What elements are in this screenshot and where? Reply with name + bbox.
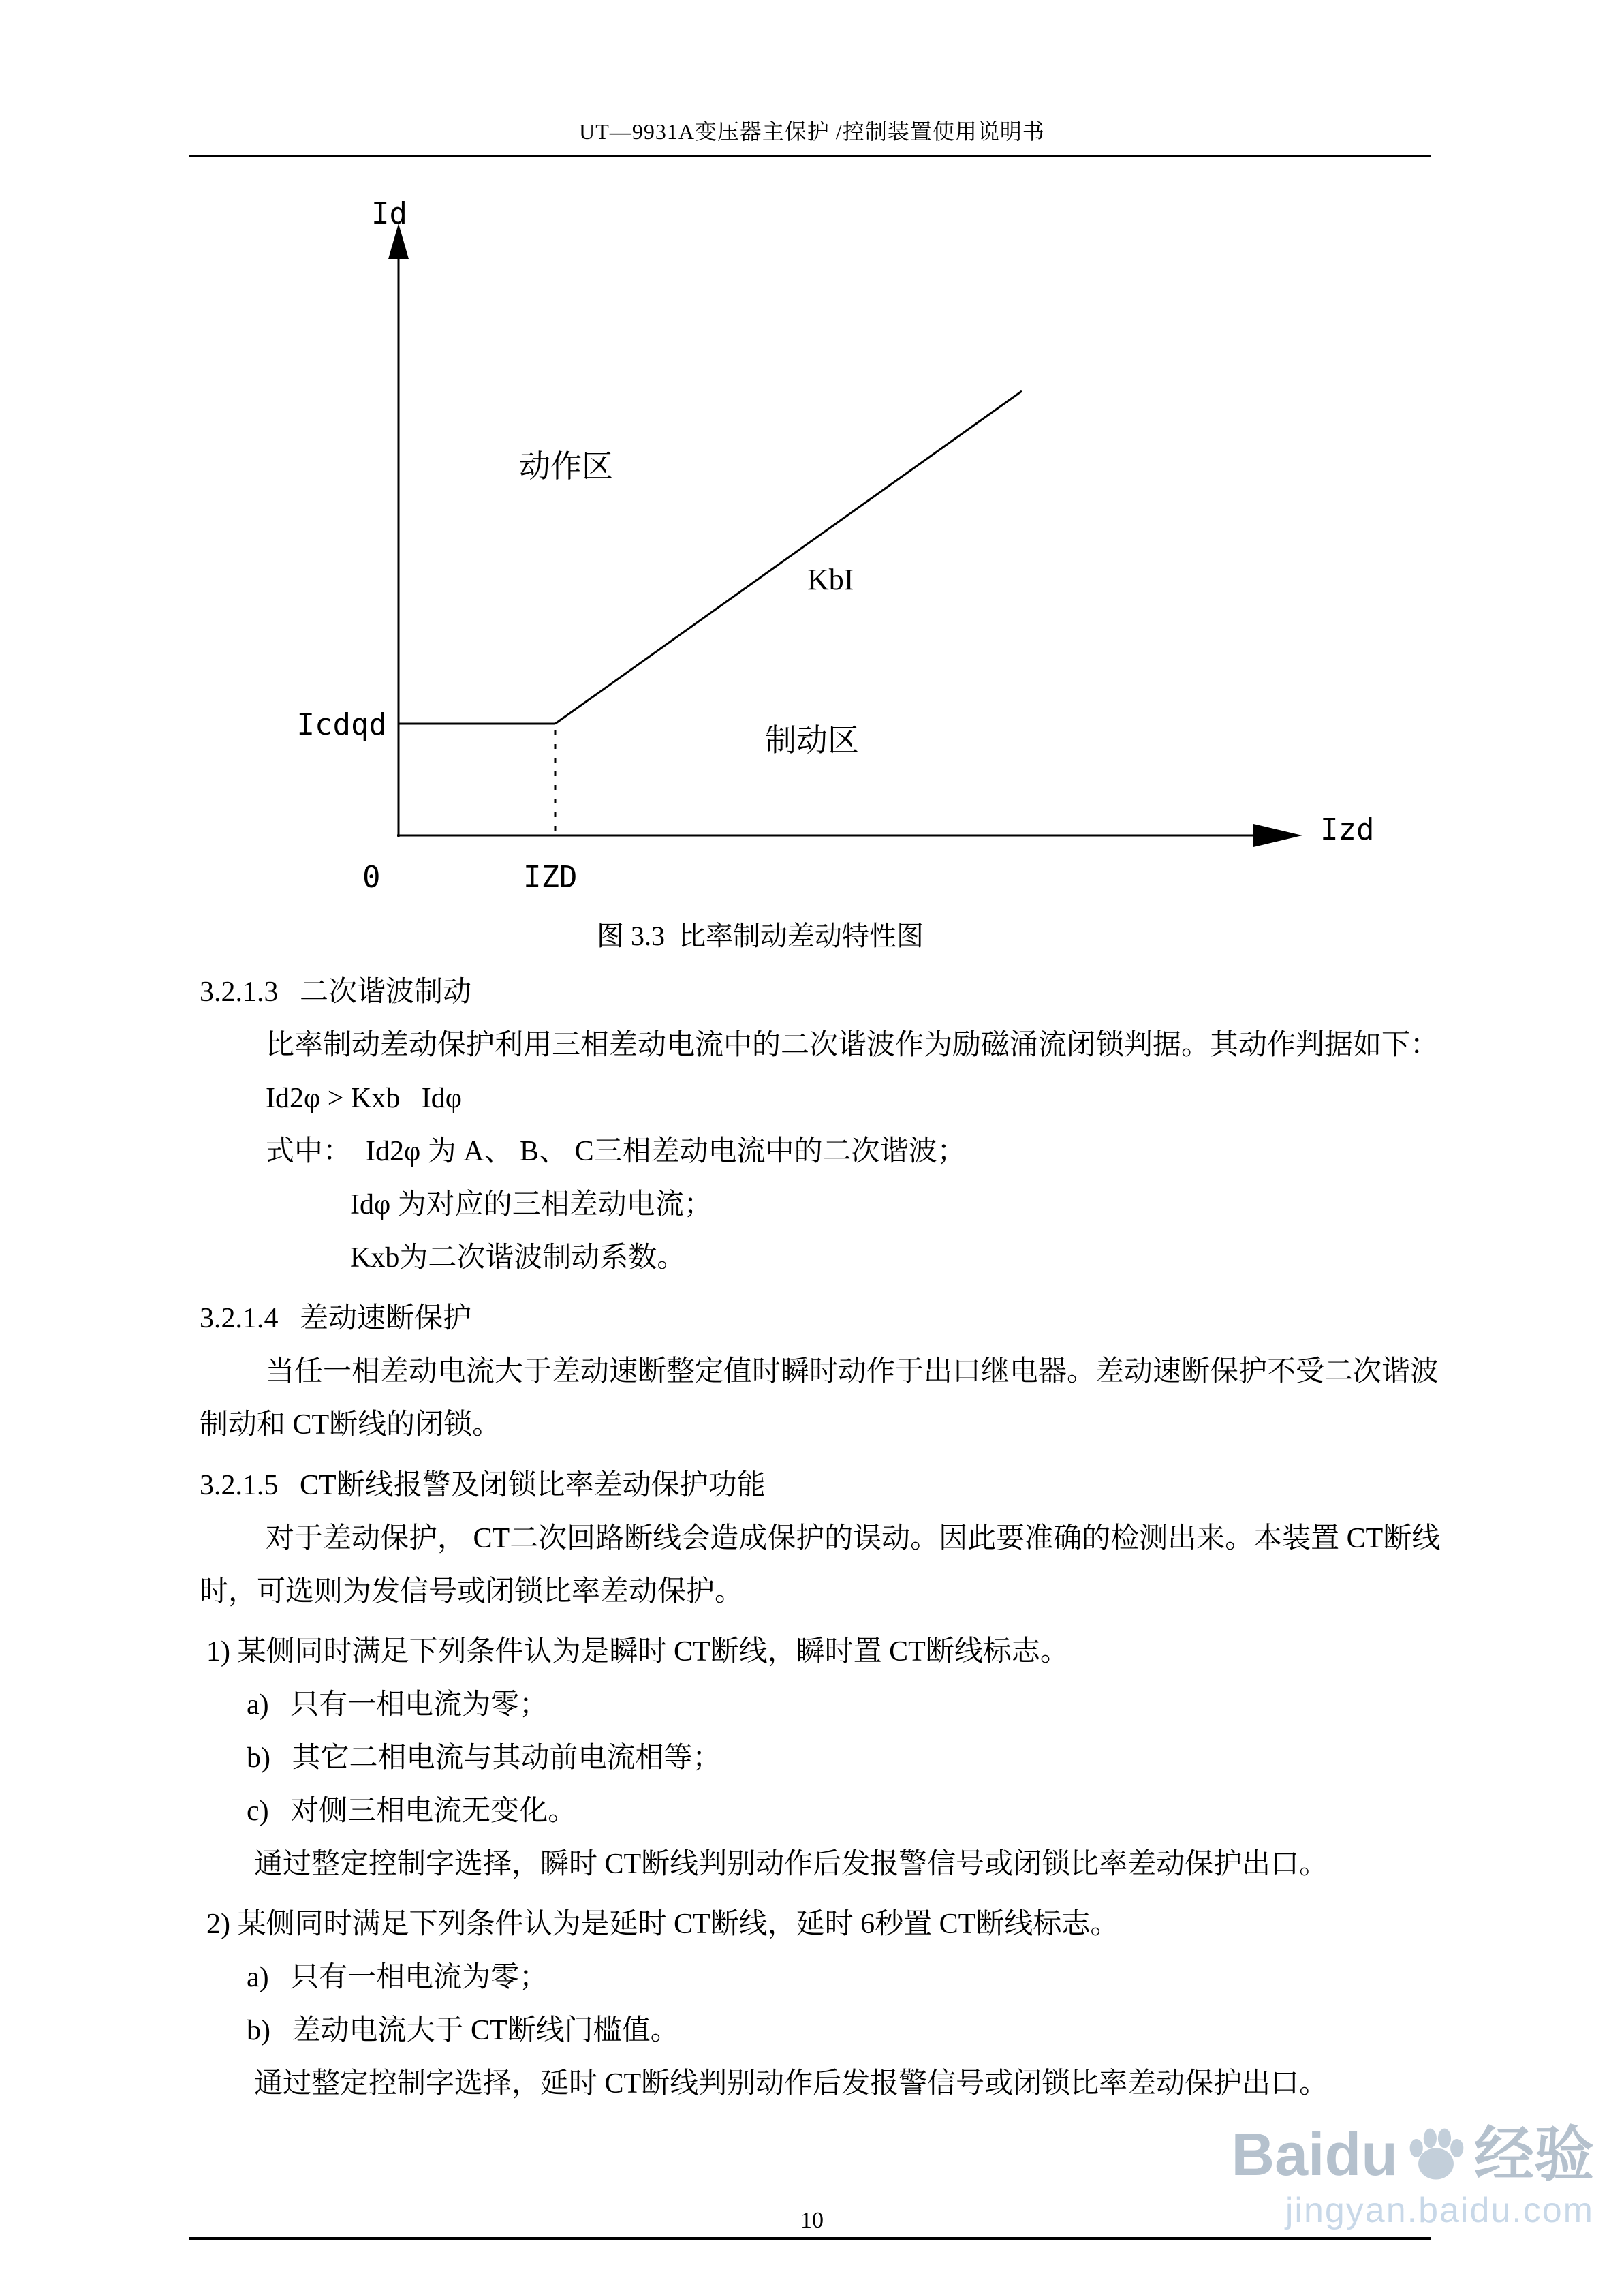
ratio-restraint-characteristic-figure <box>0 191 1624 966</box>
watermark-url: jingyan.baidu.com <box>1285 2191 1594 2230</box>
action-zone-label: 动作区 <box>519 449 613 484</box>
paragraph-line: 当任一相差动电流大于差动速断整定值时瞬时动作于出口继电器。差动速断保护不受二次谐波 <box>266 1356 1439 1387</box>
body-text <box>200 966 1453 2110</box>
list-item: 2) 某侧同时满足下列条件认为是延时 CT断线，延时 6秒置 CT断线标志。 <box>206 1909 1119 1940</box>
watermark-brand-left: Baidu <box>1231 2121 1398 2188</box>
sub-list-item: a) 只有一相电流为零； <box>247 1962 548 1993</box>
paragraph-line: 对于差动保护， CT二次回路断线会造成保护的误动。因此要准确的检测出来。本装置 CT断线 <box>266 1523 1441 1554</box>
x-axis-arrowhead <box>1253 824 1302 847</box>
y-axis-label: Id <box>371 196 407 231</box>
paragraph-line: Kxb为二次谐波制动系数。 <box>350 1242 686 1274</box>
paragraph-line: 时，可选则为发信号或闭锁比率差动保护。 <box>200 1576 744 1607</box>
note-line: 通过整定控制字选择，延时 CT断线判别动作后发报警信号或闭锁比率差动保护出口。 <box>254 2068 1328 2099</box>
brake-zone-label: 制动区 <box>765 723 859 758</box>
watermark-brand-right: 经验 <box>1473 2121 1594 2188</box>
watermark-brand-row <box>1232 2121 1594 2189</box>
page-number: 10 <box>800 2208 824 2233</box>
section-heading: 3.2.1.5 CT断线报警及闭锁比率差动保护功能 <box>200 1470 766 1501</box>
restraint-slope-segment <box>555 391 1022 724</box>
section-heading: 3.2.1.3 二次谐波制动 <box>200 976 472 1008</box>
sub-list-item: c) 对侧三相电流无变化。 <box>247 1796 577 1827</box>
paragraph-line: 式中： Id2φ 为 A、 B、 C三相差动电流中的二次谐波； <box>266 1136 966 1167</box>
paw-icon <box>1403 2122 1469 2187</box>
knee-point-label: IZD <box>523 860 578 895</box>
pickup-current-label: Icdqd <box>296 707 387 742</box>
note-line: 通过整定控制字选择，瞬时 CT断线判别动作后发报警信号或闭锁比率差动保护出口。 <box>254 1849 1328 1880</box>
footer-rule <box>189 2237 1431 2240</box>
list-item: 1) 某侧同时满足下列条件认为是瞬时 CT断线，瞬时置 CT断线标志。 <box>206 1636 1069 1667</box>
x-axis-label: Izd <box>1320 812 1375 847</box>
baidu-jingyan-watermark <box>1232 2121 1594 2230</box>
slope-label: KbI <box>807 563 854 596</box>
header-title: UT—9931A变压器主保护 /控制装置使用说明书 <box>579 119 1045 144</box>
formula-line: Id2φ > Kxb Idφ <box>266 1083 462 1114</box>
header-rule <box>189 155 1431 157</box>
paragraph-line: 比率制动差动保护利用三相差动电流中的二次谐波作为励磁涌流闭锁判据。其动作判据如下： <box>266 1030 1439 1061</box>
sub-list-item: b) 其它二相电流与其动前电流相等； <box>247 1742 721 1774</box>
sub-list-item: a) 只有一相电流为零； <box>247 1689 548 1721</box>
paragraph-line: Idφ 为对应的三相差动电流； <box>350 1189 713 1220</box>
origin-label: 0 <box>362 860 381 895</box>
paragraph-line: 制动和 CT断线的闭锁。 <box>200 1409 501 1441</box>
sub-list-item: b) 差动电流大于 CT断线门槛值。 <box>247 2015 679 2046</box>
figure-caption: 图 3.3 比率制动差动特性图 <box>597 921 924 951</box>
section-heading: 3.2.1.4 差动速断保护 <box>200 1303 472 1334</box>
